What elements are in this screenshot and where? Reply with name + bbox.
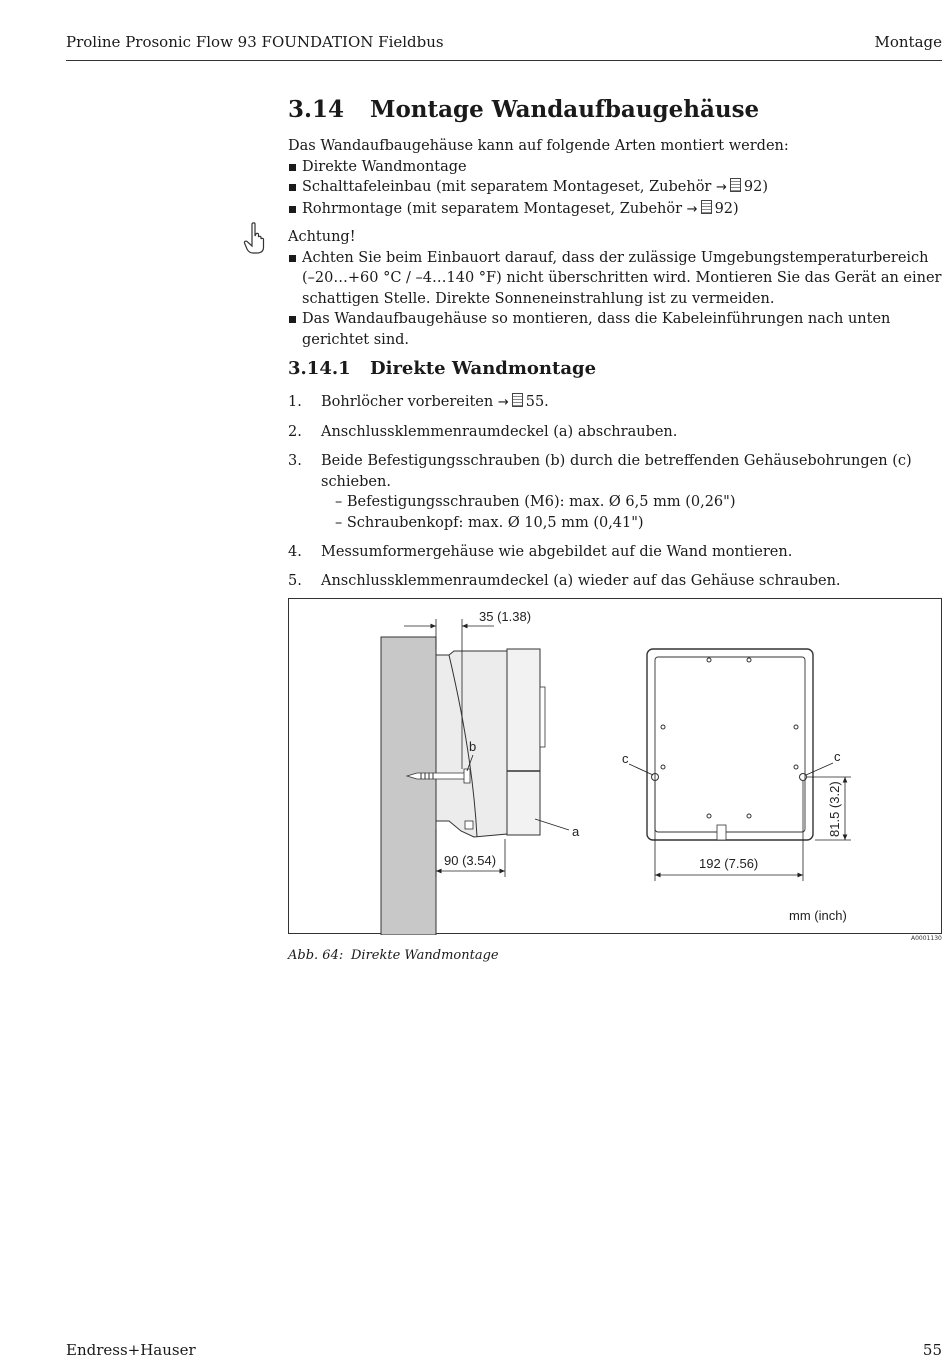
header-title: Proline Prosonic Flow 93 FOUNDATION Fieldbus bbox=[66, 33, 444, 51]
section-number: 3.14 bbox=[288, 96, 345, 123]
footer-company: Endress+Hauser bbox=[66, 1341, 196, 1359]
step-item bbox=[288, 422, 943, 443]
dim-height: 81.5 (3.2) bbox=[827, 781, 842, 837]
option-item bbox=[288, 177, 943, 199]
dim-width: 192 (7.56) bbox=[699, 856, 759, 871]
header-section: Montage bbox=[874, 33, 942, 51]
step-sub-item bbox=[321, 513, 943, 534]
page-ref-icon bbox=[730, 178, 741, 192]
caption-label: Abb. 64: bbox=[288, 948, 344, 963]
sub-text: Befestigungsschrauben (M6): max. Ø 6,5 mm (0,26") bbox=[346, 494, 736, 510]
page-ref-icon bbox=[512, 393, 523, 407]
subsection-heading bbox=[288, 358, 596, 379]
option-text: Schalttafeleinbau (mit separatem Montageset, Zubehör bbox=[302, 179, 712, 195]
option-item bbox=[288, 157, 943, 178]
dim-depth-top: 35 (1.38) bbox=[479, 609, 532, 624]
intro-text: Das Wandaufbaugehäuse kann auf folgende Arten montiert werden: bbox=[288, 138, 789, 154]
units-label: mm (inch) bbox=[789, 908, 847, 923]
arrow-right-icon: → bbox=[686, 201, 698, 217]
header-divider bbox=[66, 60, 942, 61]
page-ref: 92) bbox=[743, 179, 768, 195]
step-number: 5. bbox=[288, 572, 302, 589]
arrow-right-icon: → bbox=[497, 395, 509, 410]
step-text: Anschlussklemmenraumdeckel (a) wieder auf das Gehäuse schrauben. bbox=[321, 572, 841, 589]
steps-list bbox=[288, 392, 943, 600]
option-text: Direkte Wandmontage bbox=[302, 158, 467, 175]
dash: – bbox=[335, 494, 347, 510]
mounting-figure bbox=[288, 598, 942, 934]
caution-title: Achtung! bbox=[288, 229, 356, 245]
dim-depth-bottom: 90 (3.54) bbox=[444, 853, 497, 868]
screw-shape bbox=[407, 773, 469, 779]
step-number: 3. bbox=[288, 453, 302, 469]
step-text: Anschlussklemmenraumdeckel (a) abschrauben. bbox=[321, 424, 678, 440]
step-item bbox=[288, 542, 943, 563]
option-item bbox=[288, 199, 943, 221]
section-heading bbox=[288, 96, 759, 123]
step-item bbox=[288, 392, 943, 414]
caution-item: Achten Sie beim Einbauort darauf, dass der zulässige Umgebungstemperaturbereich (–20…+60 °C / –4…140 °F) nicht überschritten wird. Montieren Sie das Gerät an einer schattigen Stelle. Direkte Sonneneinstrahlung ist zu vermeiden. bbox=[288, 248, 943, 310]
step-item bbox=[288, 571, 943, 592]
option-text: Rohrmontage (mit separatem Montageset, Zubehör bbox=[302, 200, 683, 217]
step-text: Messumformergehäuse wie abgebildet auf die Wand montieren. bbox=[321, 543, 793, 560]
caution-item: Das Wandaufbaugehäuse so montieren, dass die Kabeleinführungen nach unten gerichtet sind. bbox=[288, 309, 943, 350]
section-title: Montage Wandaufbaugehäuse bbox=[370, 96, 760, 123]
step-text: Beide Befestigungsschrauben (b) durch die betreffenden Gehäusebohrungen (c) schieben. bbox=[321, 453, 912, 490]
arrow-right-icon: → bbox=[715, 180, 727, 195]
caption-text: Direkte Wandmontage bbox=[351, 948, 499, 963]
label-a: a bbox=[572, 824, 580, 839]
subsection-number: 3.14.1 bbox=[288, 358, 351, 379]
intro-block bbox=[288, 136, 943, 220]
step-number: 4. bbox=[288, 543, 302, 560]
label-c-right: c bbox=[834, 749, 841, 764]
figure-caption bbox=[288, 948, 499, 963]
label-c-left: c bbox=[622, 751, 629, 766]
sub-text: Schraubenkopf: max. Ø 10,5 mm (0,41") bbox=[346, 514, 644, 531]
label-b: b bbox=[469, 739, 477, 754]
step-number: 1. bbox=[288, 394, 302, 410]
step-number: 2. bbox=[288, 424, 302, 440]
subsection-title: Direkte Wandmontage bbox=[370, 358, 597, 379]
figure-code: A0001130 bbox=[911, 935, 942, 942]
pointing-hand-icon bbox=[243, 222, 265, 254]
page-ref: 92) bbox=[714, 200, 739, 217]
housing-front bbox=[647, 649, 813, 840]
dash: – bbox=[335, 514, 347, 531]
page-ref: 55. bbox=[525, 394, 549, 410]
step-sub-item bbox=[321, 492, 943, 513]
step-text: Bohrlöcher vorbereiten bbox=[321, 394, 494, 410]
wall-shape bbox=[381, 637, 436, 935]
mounting-drawing bbox=[289, 599, 943, 935]
page-ref-icon bbox=[701, 200, 712, 214]
step-item bbox=[288, 451, 943, 533]
caution-block bbox=[288, 227, 943, 350]
page-number: 55 bbox=[922, 1341, 942, 1359]
